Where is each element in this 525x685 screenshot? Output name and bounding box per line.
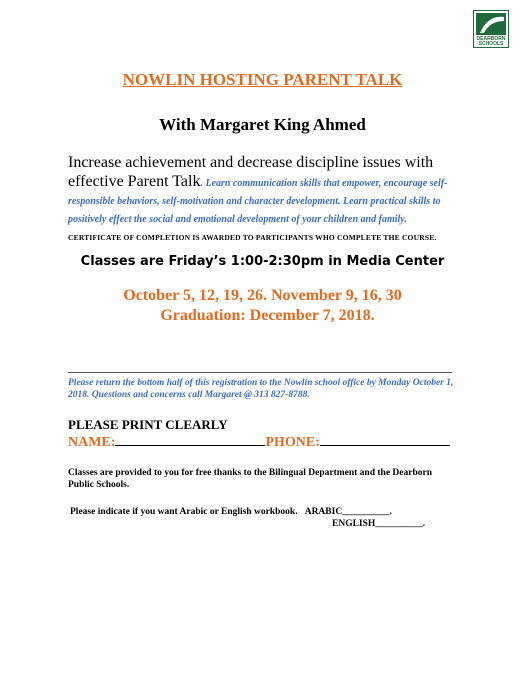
intro-detail: . Learn communication skills that empower, encourage self-responsible behaviors, self-motivation and character development. Learn practical skills to positively effect the social and emotional development of your children and family. (68, 178, 448, 225)
name-field[interactable] (115, 432, 265, 446)
name-label: NAME: (68, 435, 116, 450)
cut-line-divider (68, 372, 452, 373)
english-option-field[interactable]: ENGLISH__________. (332, 519, 426, 529)
print-clearly-heading: PLEASE PRINT CLEARLY (68, 417, 228, 432)
logo-text: DEARBORN SCHOOLS (476, 36, 506, 47)
phone-label: PHONE: (265, 435, 320, 450)
phone-field[interactable] (320, 432, 450, 446)
funding-note: Classes are provided to you for free thanks to the Bilingual Department and the Dearborn Public Schools. (68, 468, 432, 490)
return-instructions: Please return the bottom half of this registration to the Nowlin school office by Monday October 1, 2018. Questions and concerns call Margaret @ 313 827-8788. (68, 378, 454, 400)
workbook-choice (70, 507, 392, 517)
class-schedule: Classes are Friday’s 1:00-2:30pm in Media Center (80, 254, 445, 269)
dearborn-schools-logo (473, 10, 509, 48)
intro-paragraph (68, 153, 458, 245)
class-dates (0, 286, 525, 326)
session-dates: October 5, 12, 19, 26. November 9, 16, 30 (123, 287, 402, 304)
arabic-option-field[interactable]: ARABIC__________. (304, 507, 393, 517)
page-subtitle: With Margaret King Ahmed (159, 115, 366, 134)
graduation-date: Graduation: December 7, 2018. (160, 307, 375, 324)
workbook-prompt: Please indicate if you want Arabic or English workbook. (70, 507, 298, 517)
logo-mark-icon (474, 11, 508, 37)
intro-lead: Increase achievement and decrease discipline issues with effective Parent Talk (68, 154, 434, 190)
registration-fields (68, 432, 450, 451)
page-title: NOWLIN HOSTING PARENT TALK (122, 70, 403, 89)
certificate-note: CERTIFICATE OF COMPLETION IS AWARDED TO PARTICIPANTS WHO COMPLETE THE COURSE. (68, 233, 437, 242)
